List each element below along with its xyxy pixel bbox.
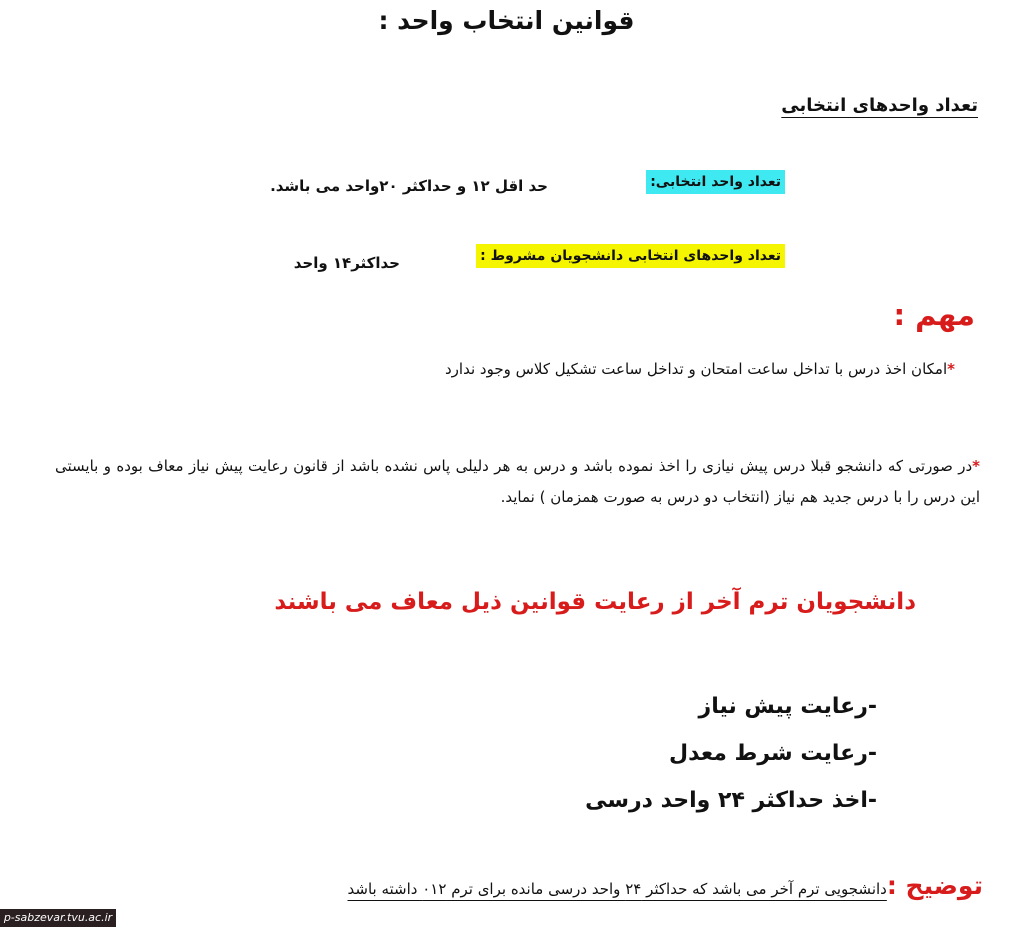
list-item: -رعایت پیش نیاز (698, 694, 877, 719)
probation-units-label-wrap (476, 244, 785, 268)
note-text: امکان اخذ درس با تداخل ساعت امتحان و تداخل ساعت تشکیل کلاس وجود ندارد (445, 360, 948, 378)
description-label: توضیح : (886, 871, 983, 900)
note-prerequisite (55, 451, 980, 513)
description-text: دانشجویی ترم آخر می باشد که حداکثر ۲۴ واحد درسی مانده برای ترم ۰۱۲ داشته باشد (347, 880, 887, 898)
note-time-conflict (445, 360, 955, 378)
list-item: -اخذ حداکثر ۲۴ واحد درسی (585, 788, 877, 813)
important-heading: مهم : (893, 298, 975, 332)
exempt-list (585, 683, 877, 824)
section-heading: تعداد واحدهای انتخابی (781, 95, 978, 116)
site-watermark: p-sabzevar.tvu.ac.ir (0, 909, 116, 927)
exempt-heading: دانشجویان ترم آخر از رعایت قوانین ذیل معاف می باشند (274, 589, 916, 615)
page-title: قوانین انتخاب واحد : (378, 6, 635, 35)
star-icon: * (972, 457, 980, 475)
probation-units-value: حداکثر۱۴ واحد (293, 254, 400, 272)
min-max-units-label: تعداد واحد انتخابی: (646, 170, 785, 194)
probation-units-label: تعداد واحدهای انتخابی دانشجویان مشروط : (476, 244, 785, 268)
list-item: -رعایت شرط معدل (669, 741, 877, 766)
min-max-units-value: حد اقل ۱۲ و حداکثر ۲۰واحد می باشد. (270, 177, 548, 195)
description (348, 871, 983, 900)
star-icon: * (947, 360, 955, 378)
min-max-units-label-wrap (646, 170, 785, 194)
note-text: در صورتی که دانشجو قبلا درس پیش نیازی را اخذ نموده باشد و درس به هر دلیلی پاس نشده باشد از قانون رعایت پیش نیاز معاف بوده و بایستی این درس را با درس جدید هم نیاز (انتخاب دو درس به صورت همزمان ) نماید. (55, 457, 980, 506)
